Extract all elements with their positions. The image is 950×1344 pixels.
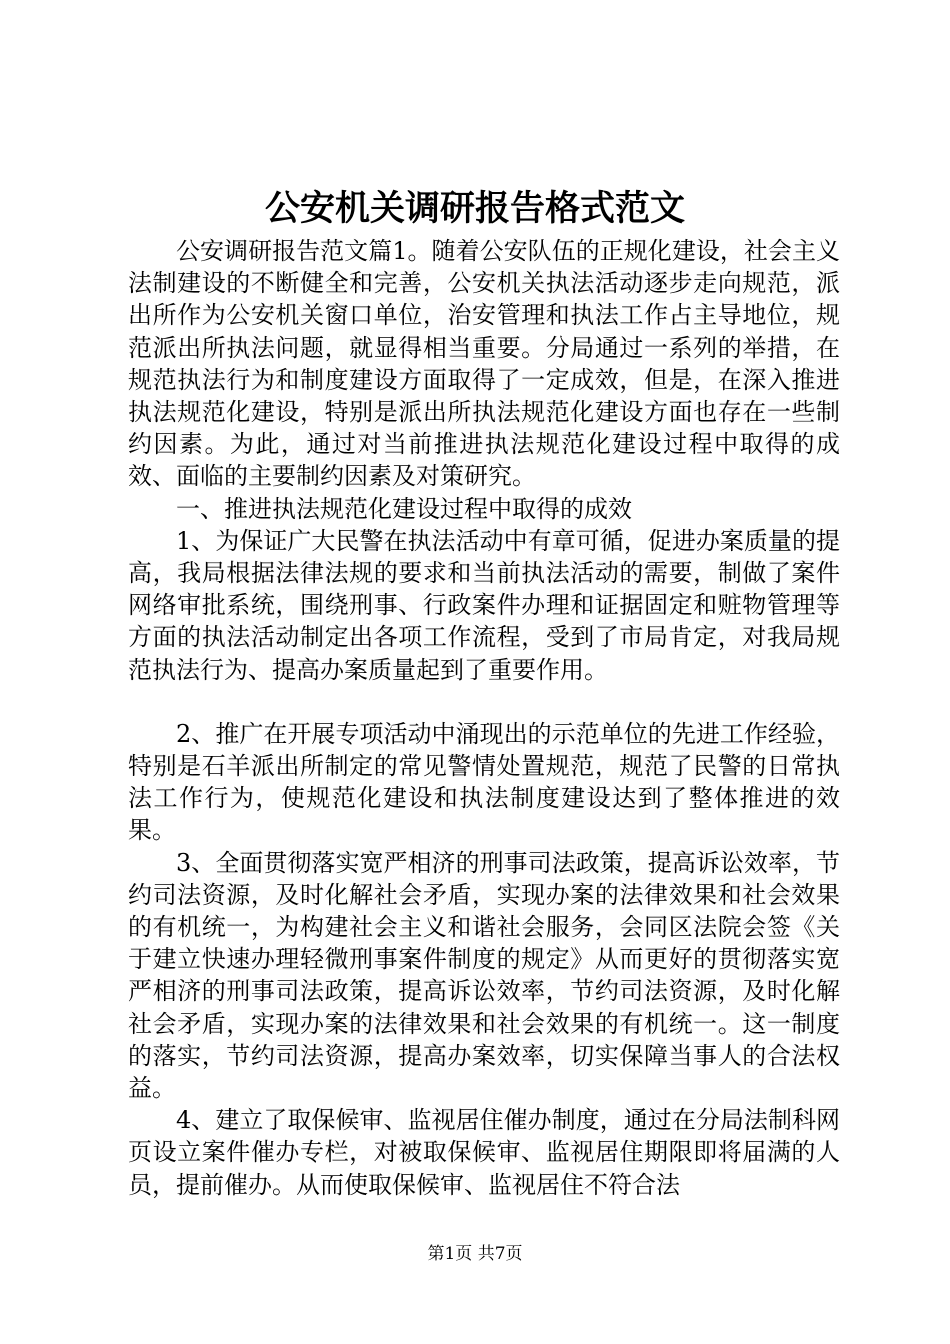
page-footer: 第1页 共7页: [427, 1244, 523, 1264]
paragraph-item-1: 1、为保证广大民警在执法活动中有章可循，促进办案质量的提高，我局根据法律法规的要求和当前执法活动的需要，制做了案件网络审批系统，围绕刑事、行政案件办理和证据固定和赃物管理等方面的执法活动制定出各项工作流程，受到了市局肯定，对我局规范执法行为、提高办案质量起到了重要作用。: [128, 526, 840, 684]
paragraph-item-2: 2、推广在开展专项活动中涌现出的示范单位的先进工作经验，特别是石羊派出所制定的常见警情处置规范，规范了民警的日常执法工作行为，使规范化建设和执法制度建设达到了整体推进的效果。: [128, 719, 840, 845]
section-heading: 一、推进执法规范化建设过程中取得的成效: [176, 494, 632, 523]
document-title: 公安机关调研报告格式范文: [264, 188, 685, 229]
paragraph-intro: 公安调研报告范文篇1。随着公安队伍的正规化建设，社会主义法制建设的不断健全和完善，公安机关执法活动逐步走向规范，派出所作为公安机关窗口单位，治安管理和执法工作占主导地位，规范派出所执法问题，就显得相当重要。分局通过一系列的举措，在规范执法行为和制度建设方面取得了一定成效，但是，在深入推进执法规范化建设，特别是派出所执法规范化建设方面也存在一些制约因素。为此，通过对当前推进执法规范化建设过程中取得的成效、面临的主要制约因素及对策研究。: [128, 237, 840, 491]
paragraph-item-4: 4、建立了取保候审、监视居住催办制度，通过在分局法制科网页设立案件催办专栏，对被取保候审、监视居住期限即将届满的人员，提前催办。从而使取保候审、监视居住不符合法: [128, 1106, 840, 1199]
document-body: [128, 235, 840, 1201]
paragraph-item-3: 3、全面贯彻落实宽严相济的刑事司法政策，提高诉讼效率，节约司法资源，及时化解社会矛盾，实现办案的法律效果和社会效果的有机统一，为构建社会主义和谐社会服务，会同区法院会签《关于建立快速办理轻微刑事案件制度的规定》从而更好的贯彻落实宽严相济的刑事司法政策，提高诉讼效率，节约司法资源，及时化解社会矛盾，实现办案的法律效果和社会效果的有机统一。这一制度的落实，节约司法资源，提高办案效率，切实保障当事人的合法权益。: [128, 848, 840, 1103]
